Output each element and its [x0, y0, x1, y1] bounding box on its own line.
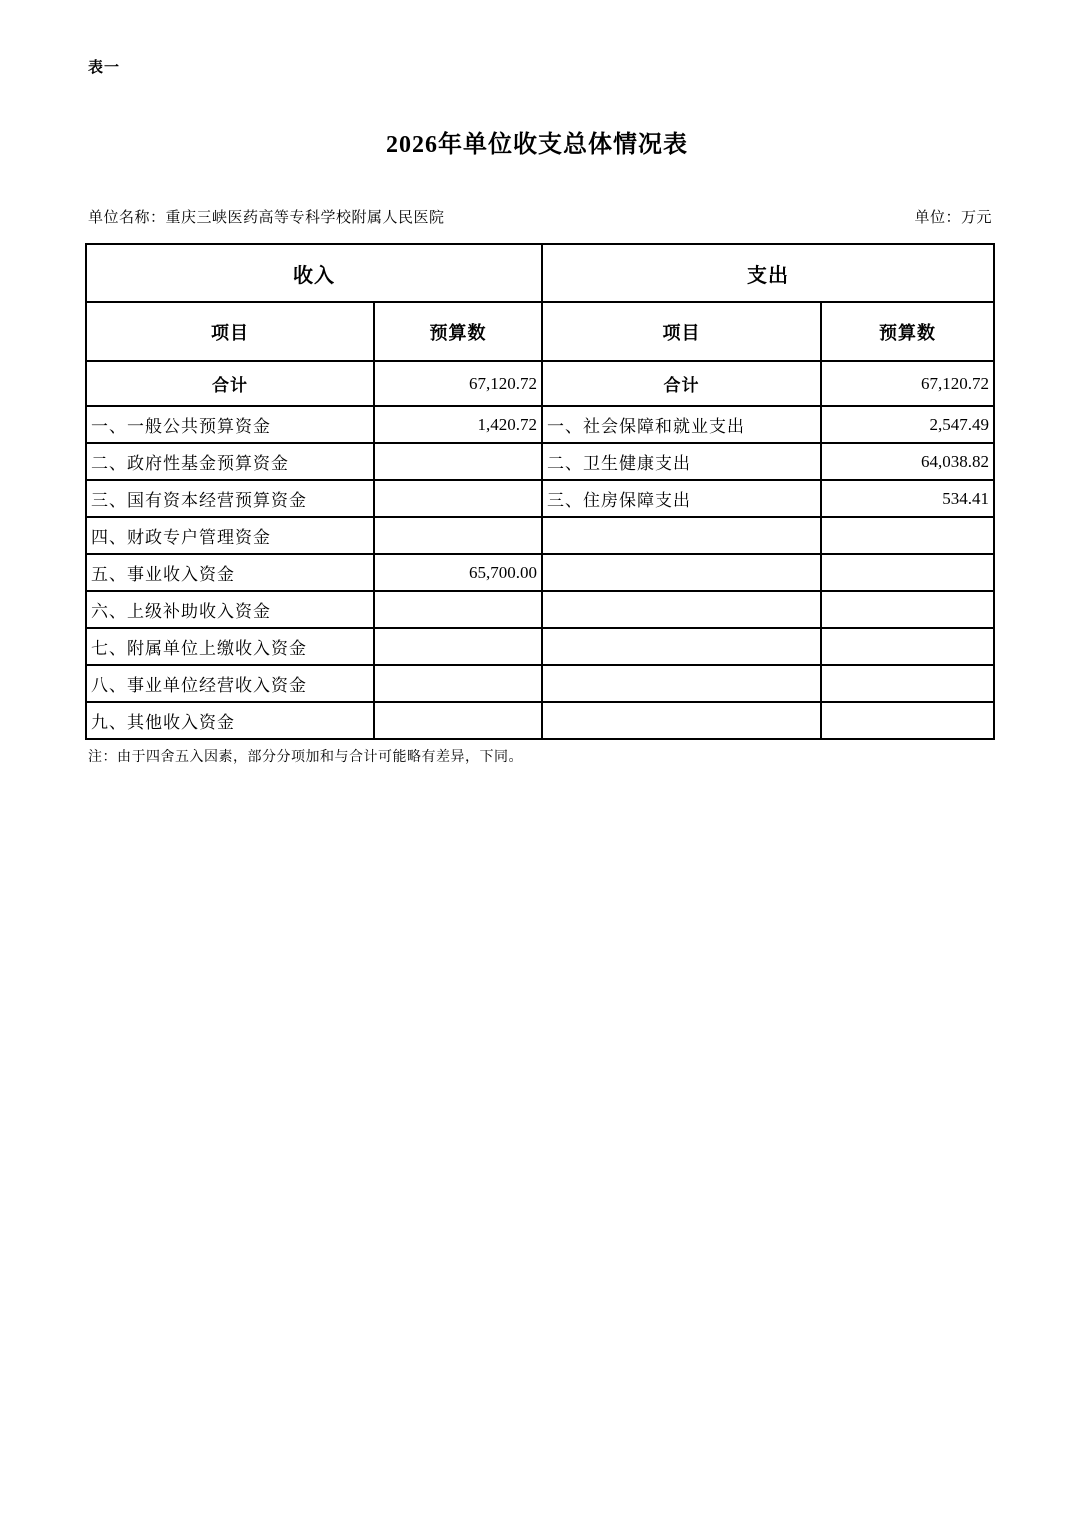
expense-item-cell	[542, 554, 821, 591]
income-item-cell: 二、政府性基金预算资金	[86, 443, 374, 480]
unit-name-label: 单位名称：重庆三峡医药高等专科学校附属人民医院	[88, 210, 445, 226]
income-value-cell: 65,700.00	[374, 554, 542, 591]
income-item-cell: 一、一般公共预算资金	[86, 406, 374, 443]
expense-value-cell	[821, 554, 994, 591]
income-total-label: 合计	[86, 361, 374, 406]
income-value-cell	[374, 480, 542, 517]
income-value-cell	[374, 702, 542, 739]
expense-section-header: 支出	[542, 244, 994, 302]
table-meta-row	[88, 206, 992, 227]
expense-value-cell	[821, 665, 994, 702]
table-row	[86, 554, 994, 591]
income-value-cell	[374, 628, 542, 665]
total-row	[86, 361, 994, 406]
expense-item-cell	[542, 702, 821, 739]
expense-item-cell	[542, 628, 821, 665]
income-value-cell: 1,420.72	[374, 406, 542, 443]
expense-total-label: 合计	[542, 361, 821, 406]
income-item-cell: 六、上级补助收入资金	[86, 591, 374, 628]
income-section-header: 收入	[86, 244, 542, 302]
income-item-cell: 四、财政专户管理资金	[86, 517, 374, 554]
table-row	[86, 628, 994, 665]
expense-value-cell: 64,038.82	[821, 443, 994, 480]
unit-measure-label: 单位：万元	[914, 210, 992, 226]
table-number-label: 表一	[88, 59, 121, 76]
section-header-row	[86, 244, 994, 302]
income-total-value: 67,120.72	[374, 361, 542, 406]
table-row	[86, 517, 994, 554]
income-item-cell: 八、事业单位经营收入资金	[86, 665, 374, 702]
income-item-cell: 七、附属单位上缴收入资金	[86, 628, 374, 665]
expense-value-cell	[821, 517, 994, 554]
table-row	[86, 443, 994, 480]
income-value-cell	[374, 517, 542, 554]
income-item-cell: 三、国有资本经营预算资金	[86, 480, 374, 517]
expense-item-cell: 二、卫生健康支出	[542, 443, 821, 480]
expense-item-cell	[542, 665, 821, 702]
column-header-row	[86, 302, 994, 361]
table-row	[86, 480, 994, 517]
expense-value-cell	[821, 628, 994, 665]
table-row	[86, 702, 994, 739]
expense-item-cell: 一、社会保障和就业支出	[542, 406, 821, 443]
income-value-cell	[374, 443, 542, 480]
expense-total-value: 67,120.72	[821, 361, 994, 406]
income-item-cell: 五、事业收入资金	[86, 554, 374, 591]
income-item-cell: 九、其他收入资金	[86, 702, 374, 739]
income-budget-column-header: 预算数	[374, 302, 542, 361]
income-value-cell	[374, 591, 542, 628]
expense-item-cell	[542, 517, 821, 554]
expense-item-cell	[542, 591, 821, 628]
table-row	[86, 591, 994, 628]
income-value-cell	[374, 665, 542, 702]
expense-value-cell: 2,547.49	[821, 406, 994, 443]
expense-value-cell	[821, 591, 994, 628]
table-row	[86, 665, 994, 702]
expense-value-cell: 534.41	[821, 480, 994, 517]
expense-budget-column-header: 预算数	[821, 302, 994, 361]
budget-summary-table	[85, 243, 995, 740]
rounding-footnote: 注：由于四舍五入因素，部分分项加和与合计可能略有差异，下同。	[88, 750, 523, 765]
income-item-column-header: 项目	[86, 302, 374, 361]
expense-value-cell	[821, 702, 994, 739]
expense-item-column-header: 项目	[542, 302, 821, 361]
expense-item-cell: 三、住房保障支出	[542, 480, 821, 517]
table-row	[86, 406, 994, 443]
page-title: 2026年单位收支总体情况表	[386, 132, 688, 158]
